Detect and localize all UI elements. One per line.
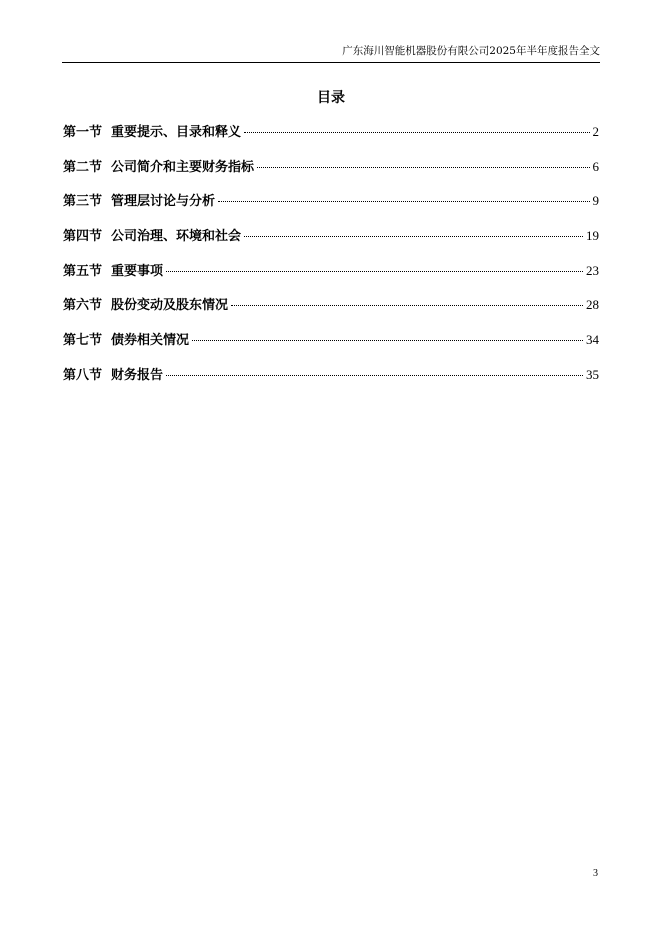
toc-section-number: 第二节 <box>63 159 103 175</box>
toc-entry[interactable] <box>63 365 599 400</box>
dot-leader <box>166 375 583 376</box>
toc-section-name: 股份变动及股东情况 <box>111 298 229 314</box>
toc-section-name: 重要提示、目录和释义 <box>111 125 242 140</box>
header-title: 广东海川智能机器股份有限公司2025年半年度报告全文 <box>342 45 600 57</box>
dot-leader <box>166 271 583 272</box>
toc-page-number: 23 <box>586 262 599 278</box>
toc-section-number: 第一节 <box>63 125 103 140</box>
dot-leader <box>231 305 583 306</box>
toc-entry[interactable] <box>63 191 599 226</box>
toc-entry[interactable] <box>63 226 599 261</box>
toc-page-number: 2 <box>592 124 599 139</box>
toc-entry[interactable] <box>63 157 599 192</box>
toc-entry[interactable] <box>63 330 599 365</box>
dot-leader <box>244 132 589 133</box>
page-number: 3 <box>593 868 598 879</box>
dot-leader <box>244 236 583 237</box>
table-of-contents <box>63 122 599 400</box>
toc-section-number: 第五节 <box>63 263 103 279</box>
toc-section-number: 第四节 <box>63 229 103 245</box>
toc-section-name: 重要事项 <box>111 263 164 279</box>
toc-section-name: 财务报告 <box>111 367 164 383</box>
dot-leader <box>192 340 583 341</box>
dot-leader <box>218 201 589 202</box>
toc-page-number: 6 <box>592 158 599 174</box>
page-header <box>62 44 600 63</box>
toc-page-number: 28 <box>586 297 599 313</box>
toc-section-name: 公司治理、环境和社会 <box>111 229 242 245</box>
toc-page-number: 9 <box>592 193 599 209</box>
toc-entry[interactable] <box>63 295 599 330</box>
toc-section-name: 管理层讨论与分析 <box>111 194 216 210</box>
toc-title: 目录 <box>317 90 345 106</box>
toc-page-number: 34 <box>586 332 599 348</box>
toc-entry[interactable] <box>63 261 599 296</box>
toc-section-name: 债券相关情况 <box>111 333 190 349</box>
toc-page-number: 19 <box>586 228 599 244</box>
toc-section-number: 第七节 <box>63 333 103 349</box>
toc-section-number: 第三节 <box>63 194 103 210</box>
toc-entry[interactable] <box>63 122 599 157</box>
dot-leader <box>257 167 589 168</box>
toc-section-number: 第六节 <box>63 298 103 314</box>
toc-section-number: 第八节 <box>63 367 103 383</box>
toc-section-name: 公司简介和主要财务指标 <box>111 159 255 175</box>
toc-page-number: 35 <box>586 366 599 382</box>
